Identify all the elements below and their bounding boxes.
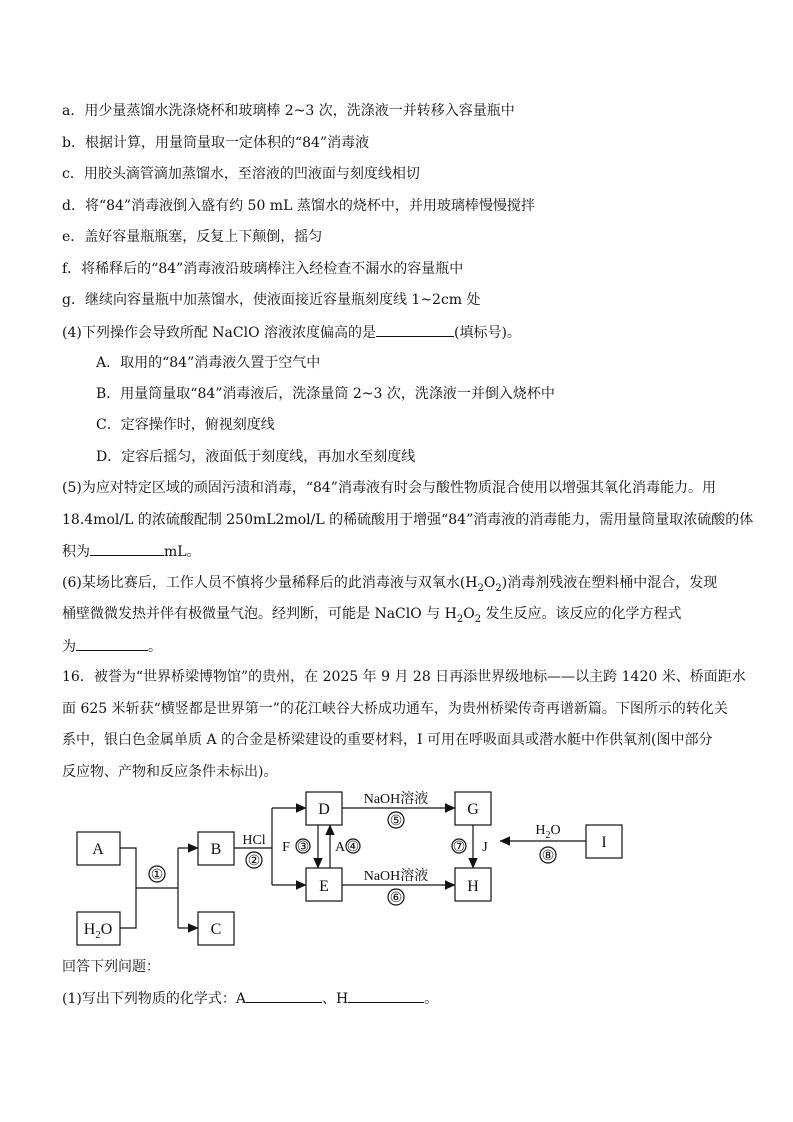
step-g: g．继续向容量瓶中加蒸馏水，使液面接近容量瓶刻度线 1~2cm 处	[62, 292, 481, 308]
label-b: B	[210, 841, 222, 858]
q6-l1-sub2: 2	[495, 582, 502, 594]
q6-l2-sub2: 2	[474, 613, 482, 625]
label-c: C	[210, 921, 222, 938]
marker-8: ⑧	[541, 849, 555, 864]
reagent-f: F	[282, 840, 290, 855]
marker-4: ④	[346, 840, 360, 855]
q5-line1: (5)为应对特定区域的顽固污渍和消毒，“84”消毒液有时会与酸性物质混合使用以增强其氧化消毒能力。用	[62, 480, 716, 496]
q4-option-d: D．定容后摇匀，液面低于刻度线，再加水至刻度线	[96, 449, 416, 465]
q4-stem-pre: (4)下列操作会导致所配 NaClO 溶液浓度偏高的是	[62, 325, 376, 341]
q4-option-b: B．用量筒量取“84”消毒液后，洗涤量筒 2~3 次，洗涤液一并倒入烧杯中	[96, 386, 555, 402]
label-a: A	[92, 841, 104, 858]
label-h2o	[84, 921, 113, 941]
q16-line4: 反应物、产物和反应条件未标出)。	[62, 764, 278, 780]
reagent-hcl: HCl	[242, 833, 266, 848]
q5-line3-pre: 积为	[62, 544, 90, 560]
q6-l1-sub: 2	[477, 582, 484, 594]
h2o-sub: 2	[95, 929, 101, 941]
label-e: E	[319, 878, 329, 895]
answer-q1-post: 。	[424, 991, 439, 1007]
answer-q1-mid: 、H	[321, 991, 349, 1007]
reagent-h2o-o: O	[550, 823, 561, 838]
merge-line	[120, 848, 178, 928]
q4-stem-post: (填标号)。	[454, 325, 521, 341]
q6-l2c: 发生反应。该反应的化学方程式	[481, 606, 682, 622]
label-g: G	[467, 801, 479, 818]
reagent-naoh-5: NaOH溶液	[363, 792, 429, 807]
q6-l1b: O	[483, 575, 496, 591]
reagent-naoh-6: NaOH溶液	[363, 869, 429, 884]
q6-line3-pre: 为	[62, 639, 76, 655]
q5-line2: 18.4mol/L 的浓硫酸配制 250mL2mol/L 的稀硫酸用于增强“84”消毒液的消毒能力，需用量筒量取浓硫酸的体	[62, 512, 754, 528]
answer-q1	[62, 988, 438, 1009]
marker-3: ③	[296, 840, 310, 855]
step-f: f．将稀释后的“84”消毒液沿玻璃棒注入经检查不漏水的容量瓶中	[62, 261, 464, 277]
marker-7: ⑦	[452, 840, 466, 855]
q6-l2b: O	[463, 606, 475, 622]
q4-option-a: A．取用的“84”消毒液久置于空气中	[96, 355, 321, 371]
q6-l2-sub: 2	[456, 613, 464, 625]
answer-a-blank[interactable]	[246, 988, 322, 1003]
h2o-o: O	[100, 921, 113, 938]
label-d: D	[318, 801, 330, 818]
step-a: a．用少量蒸馏水洗涤烧杯和玻璃棒 2~3 次，洗涤液一并转移入容量瓶中	[62, 103, 515, 119]
q16-line2: 面 625 米斩获“横竖都是世界第一”的花江峡谷大桥成功通车，为贵州桥梁传奇再谱新篇。下图所示的转化关	[62, 701, 728, 717]
q5-line3-post: mL。	[164, 544, 201, 560]
marker-1: ①	[150, 868, 164, 883]
reagent-h2o-sub: 2	[545, 830, 551, 841]
q6-l1c: )消毒剂残液在塑料桶中混合，发现	[501, 575, 718, 591]
reagent-h2o	[535, 823, 560, 841]
answer-q1-pre: (1)写出下列物质的化学式：A	[62, 991, 246, 1007]
h2o-h: H	[83, 921, 96, 938]
label-i: I	[601, 834, 607, 851]
answer-h-blank[interactable]	[348, 988, 424, 1003]
q6-l1a: (6)某场比赛后，工作人员不慎将少量稀释后的此消毒液与双氧水(H	[62, 575, 478, 591]
marker-5: ⑤	[389, 814, 403, 829]
q16-line1: 16．被誉为“世界桥梁博物馆”的贵州，在 2025 年 9 月 28 日再添世界级地标——以主跨 1420 米、桥面距水	[62, 669, 746, 685]
answer-intro: 回答下列问题：	[62, 959, 160, 975]
step-b: b．根据计算，用量筒量取一定体积的“84”消毒液	[62, 135, 370, 151]
step-c: c．用胶头滴管滴加蒸馏水，至溶液的凹液面与刻度线相切	[62, 166, 420, 182]
step-e: e．盖好容量瓶瓶塞，反复上下颠倒，摇匀	[62, 229, 323, 245]
reagent-a: A	[334, 840, 346, 855]
reagent-j: J	[482, 840, 488, 855]
marker-2: ②	[247, 854, 261, 869]
reagent-h2o-h: H	[535, 823, 546, 838]
q4-option-c: C．定容操作时，俯视刻度线	[96, 417, 275, 433]
marker-6: ⑥	[389, 891, 403, 906]
q6-l2a: 桶壁微微发热并伴有极微量气泡。经判断，可能是 NaClO 与 H	[62, 606, 457, 622]
q6-line3-post: 。	[148, 639, 162, 655]
step-d: d．将“84”消毒液倒入盛有约 50 mL 蒸馏水的烧杯中，并用玻璃棒慢慢搅拌	[62, 198, 535, 214]
q16-line3: 系中，银白色金属单质 A 的合金是桥梁建设的重要材料，I 可用在呼吸面具或潜水艇中作供氧剂(图中部分	[62, 732, 713, 748]
label-h: H	[467, 878, 479, 895]
